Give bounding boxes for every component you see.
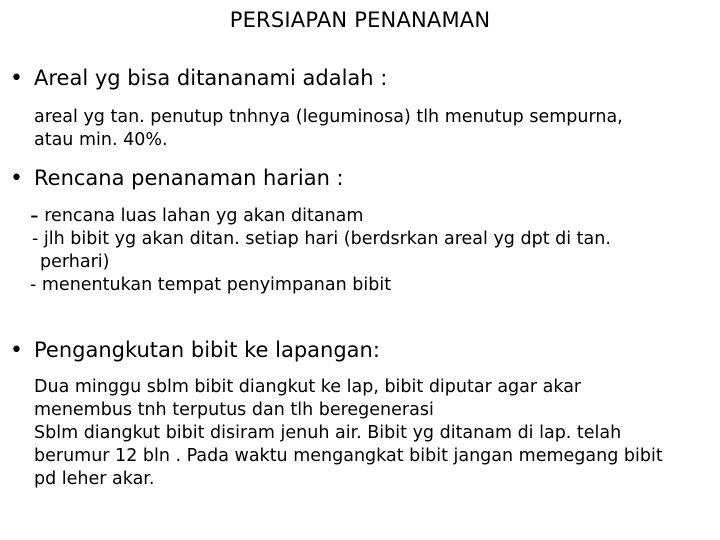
body-areal xyxy=(34,106,623,152)
text-line: - menentukan tempat penyimpanan bibit xyxy=(30,275,392,295)
text-line: - jlh bibit yg akan ditan. setiap hari (berdsrkan areal yg dpt di tan. xyxy=(32,229,611,249)
text-line: berumur 12 bln . Pada waktu mengangkat bibit jangan memegang bibit xyxy=(34,446,663,466)
bullet-areal xyxy=(10,66,387,91)
bullet-dot-icon: • xyxy=(10,166,23,191)
heading-pengangkutan: Pengangkutan bibit ke lapangan: xyxy=(34,338,380,362)
text-line: menembus tnh terputus dan tlh beregenerasi xyxy=(34,400,434,420)
text-line-content: rencana luas lahan yg akan ditanam xyxy=(44,206,364,226)
heading-areal: Areal yg bisa ditananami adalah : xyxy=(34,66,388,90)
dash-mark: - xyxy=(30,201,39,229)
text-line: Dua minggu sblm bibit diangkut ke lap, bibit diputar agar akar xyxy=(34,377,582,397)
text-line: perhari) xyxy=(40,252,110,272)
text-line: Sblm diangkut bibit disiram jenuh air. Bibit yg ditanam di lap. telah xyxy=(34,423,622,443)
slide-title: PERSIAPAN PENANAMAN xyxy=(229,8,491,32)
body-rencana xyxy=(30,201,611,297)
text-line: atau min. 40%. xyxy=(34,130,168,150)
bullet-rencana xyxy=(10,166,344,191)
text-line xyxy=(30,201,611,229)
bullet-dot-icon: • xyxy=(10,338,23,363)
text-line: pd leher akar. xyxy=(34,469,155,489)
heading-rencana: Rencana penanaman harian : xyxy=(34,166,344,190)
bullet-dot-icon: • xyxy=(10,66,23,91)
body-pengangkutan xyxy=(34,376,663,491)
bullet-pengangkutan xyxy=(10,338,380,363)
text-line: areal yg tan. penutup tnhnya (leguminosa) tlh menutup sempurna, xyxy=(34,107,623,127)
